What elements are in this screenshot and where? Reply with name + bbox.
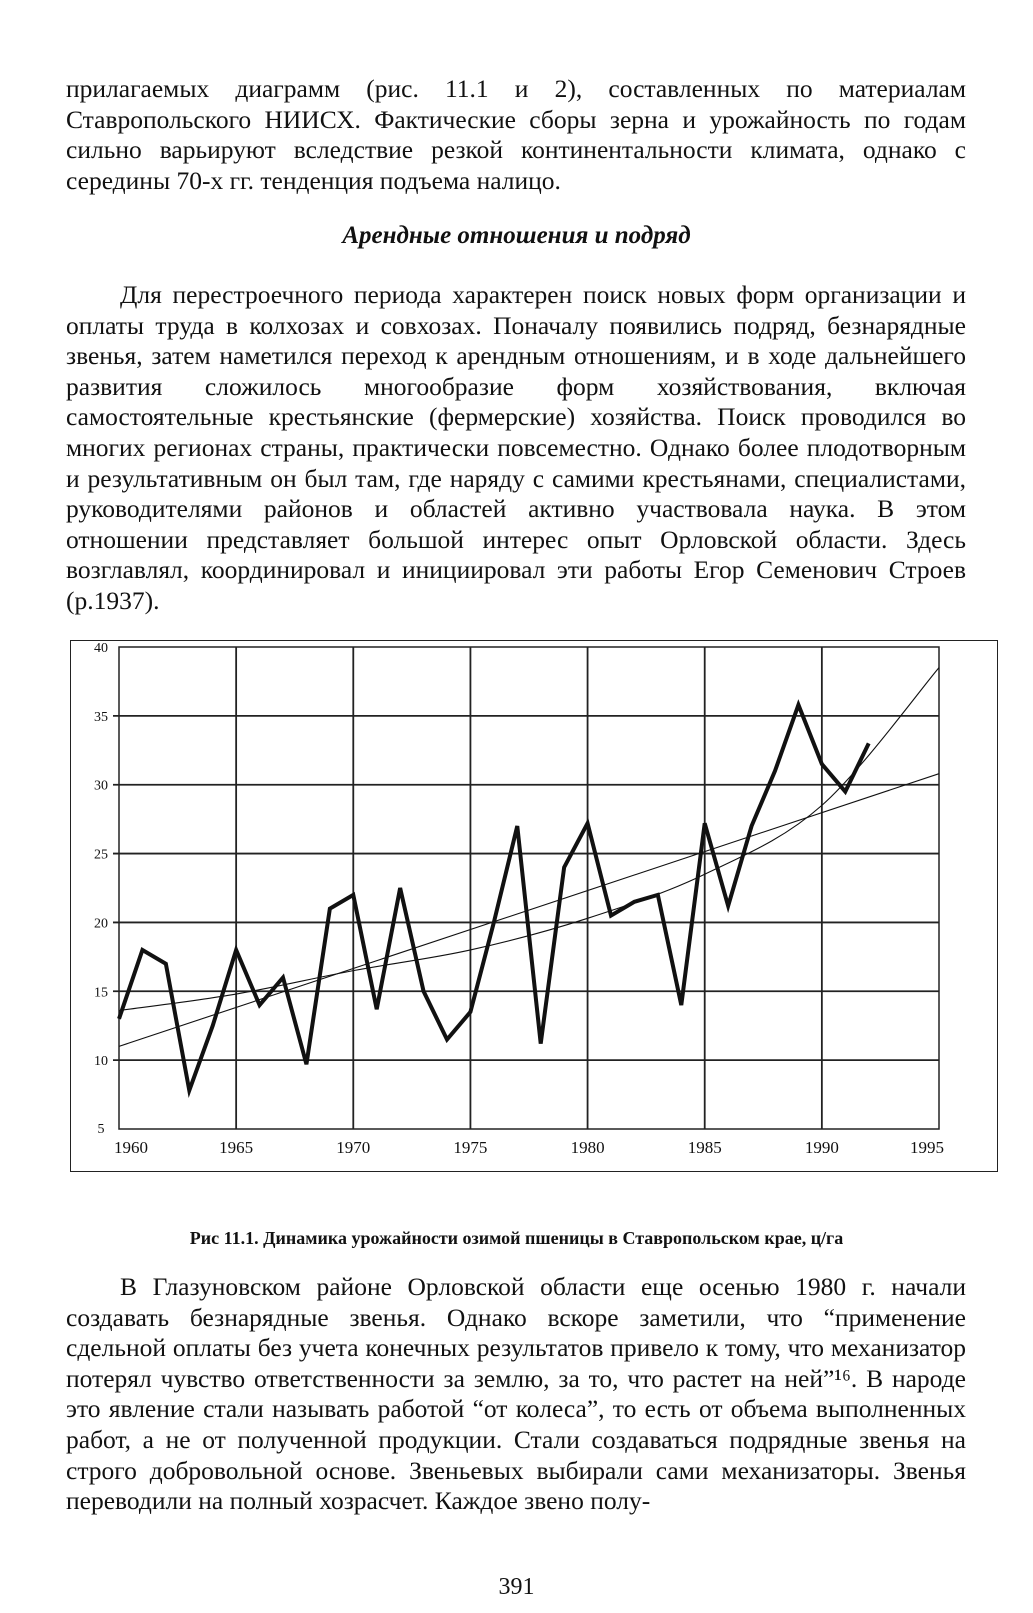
y-tick-label: 15 [94,985,108,1001]
figure-caption: Рис 11.1. Динамика урожайности озимой пшеницы в Ставропольском крае, ц/га [189,1228,844,1248]
yield-series-line [119,705,869,1091]
y-tick-label: 20 [94,916,108,932]
x-tick-label: 1985 [687,1138,722,1157]
section-heading: Арендные отношения и подряд [342,222,691,249]
page-number: 391 [498,1574,535,1600]
x-tick-label: 1990 [804,1138,839,1157]
x-tick-label: 1975 [453,1138,488,1157]
y-tick-label: 5 [97,1122,105,1137]
yield-chart-plot [71,641,996,1170]
y-tick-label: 25 [94,847,108,863]
x-tick-label: 1995 [910,1138,944,1157]
body-paragraph-2: В Глазуновском районе Орловской области еще осенью 1980 г. начали создавать безнарядные звенья. Однако вскоре заметили, что “применение сдельной оплаты без учета конечных результатов привело к тому, что механизатор потерял чувство ответственности за землю, за то, что растет на ней”¹⁶. В народе это явление стали называть работой “от колеса”, то есть от объема выполненных работ, а не от полученной продукции. Стали создаваться подрядные звенья на строго добровольной основе. Звеньевых выбирали сами механизаторы. Звенья переводили на полный хозрасчет. Каждое звено полу- [66,1272,966,1516]
y-tick-label: 10 [94,1054,108,1070]
y-tick-label: 30 [94,778,108,794]
body-paragraph-1: Для перестроечного периода характерен поиск новых форм организации и оплаты труда в колхозах и совхозах. Поначалу появились подряд, безнарядные звенья, затем наметился переход к арендным отношениям, и в ходе дальнейшего развития сложилось многообразие форм хозяйствования, включая самостоятельные крестьянские (фермерские) хозяйства. Поиск проводился во многих регионах страны, практически повсеместно. Однако более плодотворным и результативным он был там, где наряду с самими крестьянами, специалистами, руководителями районов и областей активно участвовала наука. В этом отношении представляет большой интерес опыт Орловской области. Здесь возглавлял, координировал и инициировал эти работы Егор Семенович Строев (р.1937). [66,280,966,615]
x-tick-label: 1960 [114,1138,148,1157]
y-tick-label: 35 [94,709,108,725]
x-tick-label: 1970 [336,1138,371,1157]
x-tick-label: 1980 [570,1138,605,1157]
x-tick-label: 1965 [219,1138,254,1157]
linear-trend-line [119,774,939,1047]
plot-frame [119,647,939,1129]
y-tick-label: 40 [94,641,108,656]
yield-chart [70,640,998,1172]
intro-paragraph: прилагаемых диаграмм (рис. 11.1 и 2), составленных по материалам Ставропольского НИИСХ. Фактические сборы зерна и урожайность по годам сильно варьируют вследствие резкой континентальности климата, однако с середины 70-х гг. тенденция подъема налицо. [66,74,966,195]
